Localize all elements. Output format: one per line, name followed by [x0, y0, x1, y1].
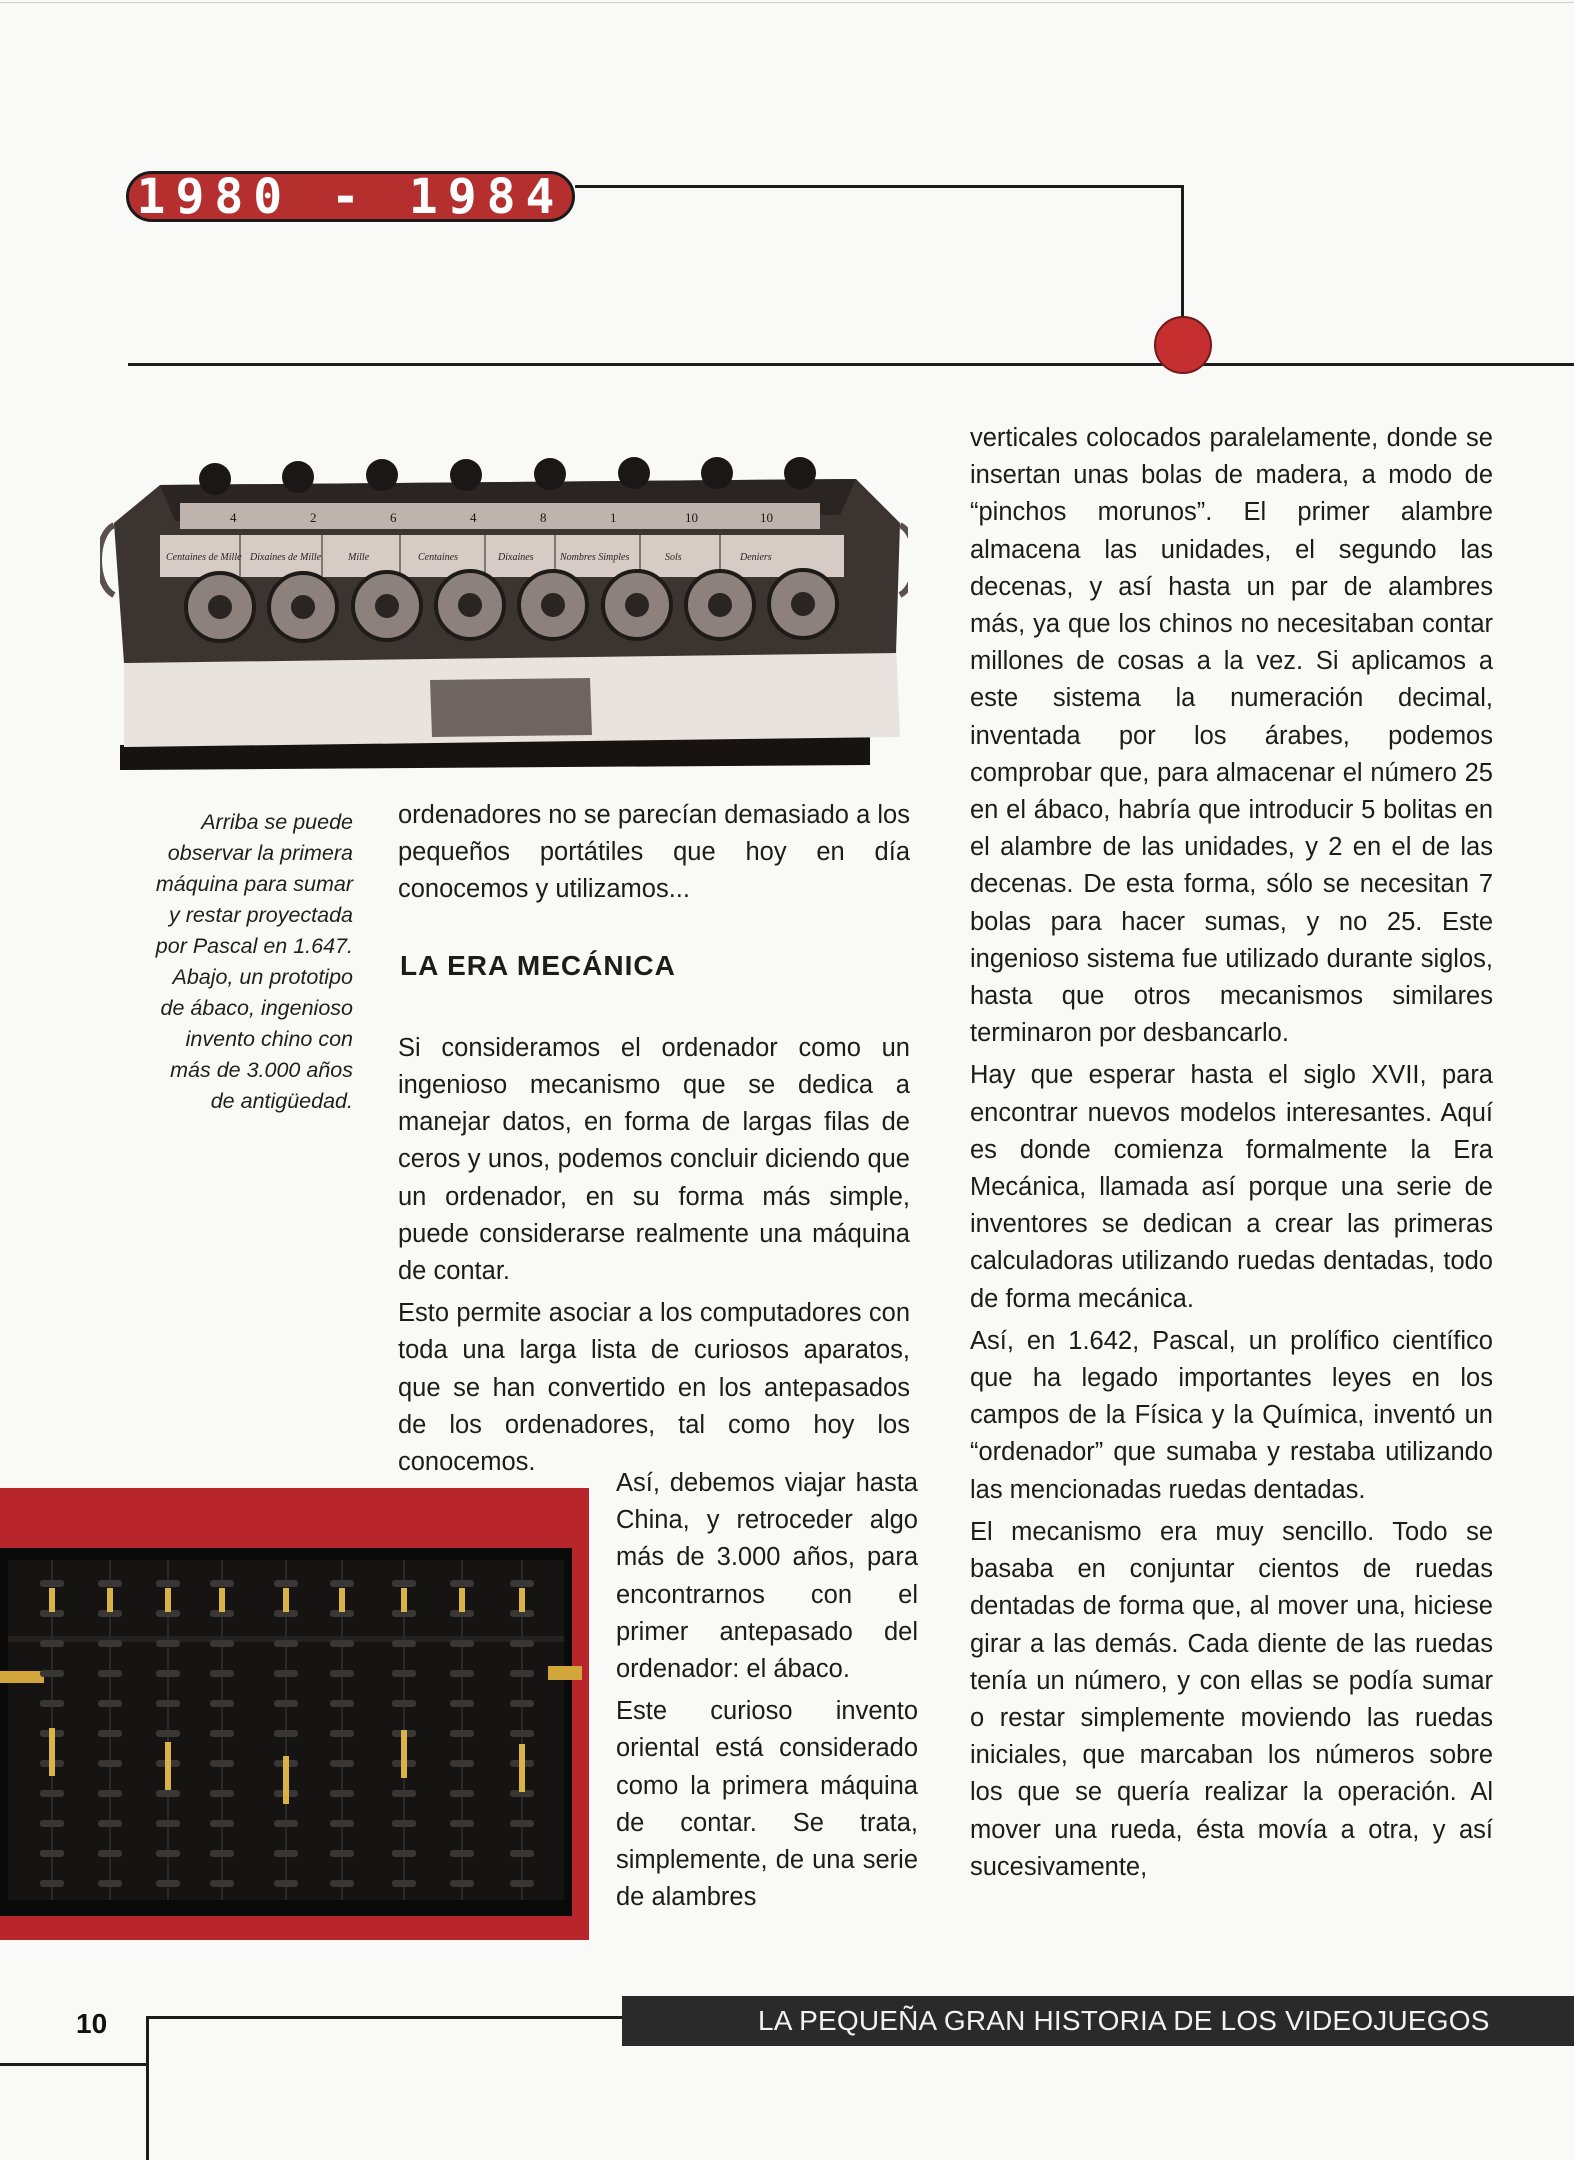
abacus-bead [210, 1640, 234, 1647]
abacus-gold-marker [519, 1588, 525, 1612]
abacus-bead [40, 1580, 64, 1587]
header-vertical-line [1181, 185, 1184, 320]
pascaline-image [100, 435, 908, 777]
footer-vertical-line [146, 2016, 149, 2160]
abacus-bead [210, 1820, 234, 1827]
abacus-bead [274, 1880, 298, 1887]
abacus-bead [450, 1670, 474, 1677]
abacus-bead [450, 1850, 474, 1857]
narrow-column [616, 1465, 918, 1921]
dial-label: Nombres Simples [560, 552, 630, 563]
header-red-dot [1154, 316, 1212, 374]
abacus-bead [392, 1670, 416, 1677]
abacus-bead [330, 1700, 354, 1707]
abacus-bead [156, 1700, 180, 1707]
abacus-bead [392, 1850, 416, 1857]
abacus-bead [450, 1760, 474, 1767]
abacus-bead [330, 1760, 354, 1767]
abacus-bead [40, 1670, 64, 1677]
caption-line: máquina para sumar [155, 872, 353, 896]
abacus-gold-marker [339, 1588, 345, 1612]
abacus-bead [392, 1820, 416, 1827]
abacus-gold-marker [49, 1728, 55, 1776]
abacus-image [0, 1488, 589, 1940]
right-column [970, 420, 1493, 1891]
abacus-bead [274, 1670, 298, 1677]
abacus-bead [40, 1850, 64, 1857]
abacus-gold-marker [107, 1588, 113, 1612]
abacus-bead [510, 1850, 534, 1857]
abacus-gold-marker [459, 1588, 465, 1612]
abacus-gold-marker [165, 1588, 171, 1612]
abacus-bead [450, 1790, 474, 1797]
year-range-badge [126, 168, 575, 225]
abacus-bead [98, 1850, 122, 1857]
paragraph: Así, debemos viajar hasta China, y retroceder algo más de 3.000 años, para encontrarnos con el primer antepasado del ordenador: el ábaco. [616, 1469, 918, 1684]
dial-number: 8 [540, 510, 547, 525]
paragraph: verticales colocados paralelamente, donde se insertan unas bolas de madera, a modo de “pinchos morunos”. El primer alambre almacena las unidades, el segundo las decenas, y así hasta un par de alambres más, ya que los chinos no necesitaban contar millones de cosas a la vez. Si aplicamos a este sistema la numeración decimal, inventada por los árabes, podemos comprobar que, para almacenar el número 25 en el ábaco, habría que introducir 5 bolitas en el alambre de las unidades, y 2 en el de las decenas. De esta forma, sólo se necesitan 7 bolas para hacer sumas, y no 25. Este ingenioso sistema fue utilizado durante siglos, hasta que otros mecanismos similares terminaron por desbancarlo. [970, 424, 1493, 1048]
abacus-gold-marker [219, 1588, 225, 1612]
abacus-bead [510, 1820, 534, 1827]
paragraph: Esto permite asociar a los computadores con toda una larga lista de curiosos aparatos, que se han convertido en los antepasados de los ordenadores, tal como hoy los conocemos. [398, 1299, 910, 1477]
top-rule [0, 2, 1574, 3]
abacus-bead [40, 1640, 64, 1647]
abacus-bead [510, 1640, 534, 1647]
abacus-bead [450, 1730, 474, 1737]
abacus-gold-marker [519, 1744, 525, 1792]
dial-number: 4 [470, 510, 477, 525]
abacus-bead [98, 1730, 122, 1737]
caption-line: observar la primera [167, 841, 353, 865]
caption-line: por Pascal en 1.647. [155, 934, 353, 958]
abacus-bead [450, 1880, 474, 1887]
paragraph: Hay que esperar hasta el siglo XVII, para encontrar nuevos modelos interesantes. Aquí es donde comienza formalmente la Era Mecánica, llamada así porque una serie de inventores se dedican a crear las primeras calculadoras utilizando ruedas dentadas, todo de forma mecánica. [970, 1061, 1493, 1313]
paragraph: Así, en 1.642, Pascal, un prolífico científico que ha legado importantes leyes en los campos de la Física y la Química, inventó un “ordenador” que sumaba y restaba utilizando las mencionadas ruedas dentadas. [970, 1326, 1493, 1504]
abacus-bead [450, 1820, 474, 1827]
footer-top-line [146, 2016, 624, 2019]
dial-number: 10 [685, 510, 698, 525]
abacus-gold-marker [165, 1742, 171, 1790]
abacus-bead [450, 1580, 474, 1587]
dial-label: Sols [665, 552, 682, 563]
abacus-bead [210, 1700, 234, 1707]
dial-number: 2 [310, 510, 317, 525]
abacus-bead [156, 1880, 180, 1887]
abacus-bead [330, 1880, 354, 1887]
header-bottom-line [128, 363, 1574, 366]
image-caption [130, 807, 353, 1117]
dial-label: Dixaines [498, 552, 534, 563]
abacus-bead [274, 1730, 298, 1737]
abacus-bead [330, 1850, 354, 1857]
abacus-bead [156, 1790, 180, 1797]
dial-label: Deniers [740, 552, 772, 563]
abacus-bead [274, 1850, 298, 1857]
abacus-bead [330, 1820, 354, 1827]
dial-number: 6 [390, 510, 397, 525]
abacus-bead [156, 1580, 180, 1587]
caption-line: invento chino con [185, 1027, 353, 1051]
dial-label: Centaines [418, 552, 458, 563]
abacus-bead [210, 1670, 234, 1677]
paragraph: Si consideramos el ordenador como un ingenioso mecanismo que se dedica a manejar datos, en forma de largas filas de ceros y unos, podemos concluir diciendo que un ordenador, en su forma más simple, puede considerarse realmente una máquina de contar. [398, 1033, 910, 1286]
abacus-gold-marker [401, 1588, 407, 1612]
abacus-bead [40, 1820, 64, 1827]
year-range-text: 1980 - 1984 [136, 168, 565, 225]
abacus-bead [274, 1580, 298, 1587]
abacus-gold-marker [401, 1730, 407, 1778]
abacus-bead [156, 1820, 180, 1827]
abacus-gold-marker [49, 1588, 55, 1612]
abacus-bead [40, 1880, 64, 1887]
abacus-bead [156, 1640, 180, 1647]
abacus-bead [392, 1880, 416, 1887]
dial-label: Mille [348, 552, 370, 563]
abacus-bead [40, 1790, 64, 1797]
abacus-bead [40, 1700, 64, 1707]
dial-label: Dixaines de Mille [250, 552, 322, 563]
abacus-gold-marker [283, 1588, 289, 1612]
caption-line: más de 3.000 años [170, 1058, 353, 1082]
abacus-bead [98, 1670, 122, 1677]
abacus-bead [274, 1820, 298, 1827]
abacus-bead [510, 1730, 534, 1737]
section-heading: LA ERA MECÁNICA [400, 949, 676, 981]
abacus-bead [98, 1580, 122, 1587]
abacus-bead [210, 1850, 234, 1857]
middle-column [398, 797, 910, 1486]
abacus-bead [210, 1580, 234, 1587]
abacus-bead [330, 1580, 354, 1587]
abacus-bead [274, 1700, 298, 1707]
caption-line: y restar proyectada [168, 903, 353, 927]
abacus-bead [510, 1880, 534, 1887]
dial-number: 4 [230, 510, 237, 525]
abacus-bead [450, 1640, 474, 1647]
paragraph: ordenadores no se parecían demasiado a los pequeños portátiles que hoy en día conocemos y utilizamos... [398, 801, 910, 904]
caption-line: de antigüedad. [210, 1089, 353, 1113]
caption-line: de ábaco, ingenioso [160, 996, 353, 1020]
abacus-bead [156, 1730, 180, 1737]
abacus-bead [510, 1700, 534, 1707]
abacus-bead [210, 1790, 234, 1797]
abacus-bead [510, 1580, 534, 1587]
abacus-bead [392, 1640, 416, 1647]
abacus-gold-marker [283, 1756, 289, 1804]
abacus-bead [330, 1670, 354, 1677]
dial-label: Centaines de Mille [166, 552, 242, 563]
header-top-line [575, 185, 1183, 188]
abacus-bead [98, 1760, 122, 1767]
abacus-bead [98, 1700, 122, 1707]
caption-line: Abajo, un prototipo [172, 965, 353, 989]
abacus-bead [98, 1640, 122, 1647]
abacus-bead [330, 1640, 354, 1647]
footer-left-line [0, 2063, 148, 2066]
abacus-bead [392, 1790, 416, 1797]
abacus-bead [274, 1640, 298, 1647]
abacus-bead [98, 1790, 122, 1797]
abacus-bead [330, 1790, 354, 1797]
abacus-bead [98, 1820, 122, 1827]
abacus-bead [510, 1670, 534, 1677]
abacus-bead [210, 1880, 234, 1887]
footer-title-bar [622, 1996, 1574, 2046]
dial-number: 1 [610, 510, 617, 525]
abacus-bead [210, 1730, 234, 1737]
abacus-bead [98, 1880, 122, 1887]
abacus-bead [392, 1580, 416, 1587]
page-number: 10 [76, 2008, 108, 2039]
abacus-bead [156, 1670, 180, 1677]
abacus-bead [156, 1850, 180, 1857]
paragraph: El mecanismo era muy sencillo. Todo se basaba en conjuntar cientos de ruedas dentadas de forma que, al mover una, hiciese girar a las demás. Cada diente de las ruedas tenía un número, y con ellas se podía sumar o restar simplemente moviendo las ruedas iniciales, que marcaban los números sobre los que se quería realizar la operación. Al mover una rueda, ésta movía a otra, y así sucesivamente, [970, 1517, 1493, 1881]
paragraph: Este curioso invento oriental está considerado como la primera máquina de contar. Se trata, simplemente, de una serie de alambres [616, 1697, 918, 1912]
abacus-bead [210, 1760, 234, 1767]
abacus-bead [392, 1700, 416, 1707]
caption-line: Arriba se puede [201, 810, 353, 834]
dial-number: 10 [760, 510, 773, 525]
abacus-bead [330, 1730, 354, 1737]
abacus-bead [450, 1700, 474, 1707]
publication-title: LA PEQUEÑA GRAN HISTORIA DE LOS VIDEOJUEGOS [758, 2005, 1490, 2036]
